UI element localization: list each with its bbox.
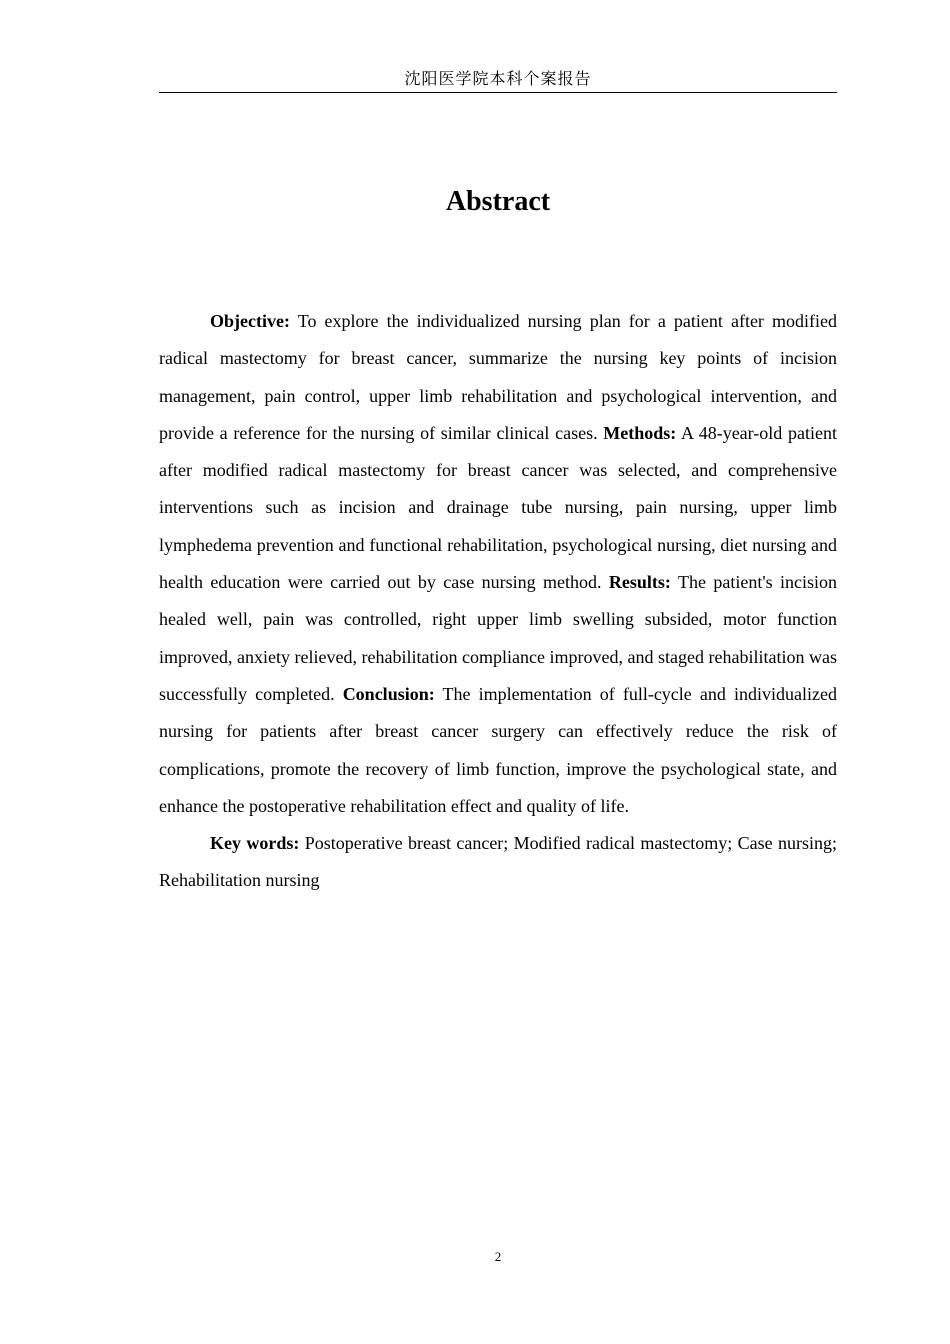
conclusion-label: Conclusion: [342,683,435,704]
abstract-title: Abstract [445,186,551,217]
results-label: Results: [608,572,671,593]
results-text: The patient's incision healed well, pain was controlled, right upper limb swelling subsided, motor function improved, anxiety relieved, rehabilitation compliance improved, and staged rehabilitation was successfully completed. [159,572,837,704]
keywords-paragraph [159,825,837,900]
page-number: 2 [494,1249,502,1264]
objective-text: To explore the individualized nursing plan for a patient after modified radical mastectomy for breast cancer, summarize the nursing key points of incision management, pain control, upper limb rehabilitation and psychological intervention, and provide a reference for the nursing of similar clinical cases. [159,311,837,443]
keywords-label: Key words: [210,833,300,854]
objective-label: Objective: [210,311,290,331]
abstract-body [159,303,837,900]
conclusion-text: The implementation of full-cycle and individualized nursing for patients after breast cancer surgery can effectively reduce the risk of complications, promote the recovery of limb function, improve the psychological state, and enhance the postoperative rehabilitation effect and quality of life. [159,683,837,816]
methods-text: A 48-year-old patient after modified radical mastectomy for breast cancer was selected, and comprehensive interventions such as incision and drainage tube nursing, pain nursing, upper limb lymphedema prevention and functional rehabilitation, psychological nursing, diet nursing and health education were carried out by case nursing method. [159,422,837,593]
abstract-paragraph [159,303,837,825]
running-header [159,62,837,93]
methods-label: Methods: [603,422,677,443]
header-text: 沈阳医学院本科个案报告 [404,69,592,88]
keywords-text: Postoperative breast cancer; Modified radical mastectomy; Case nursing; Rehabilitation nursing [159,833,837,891]
